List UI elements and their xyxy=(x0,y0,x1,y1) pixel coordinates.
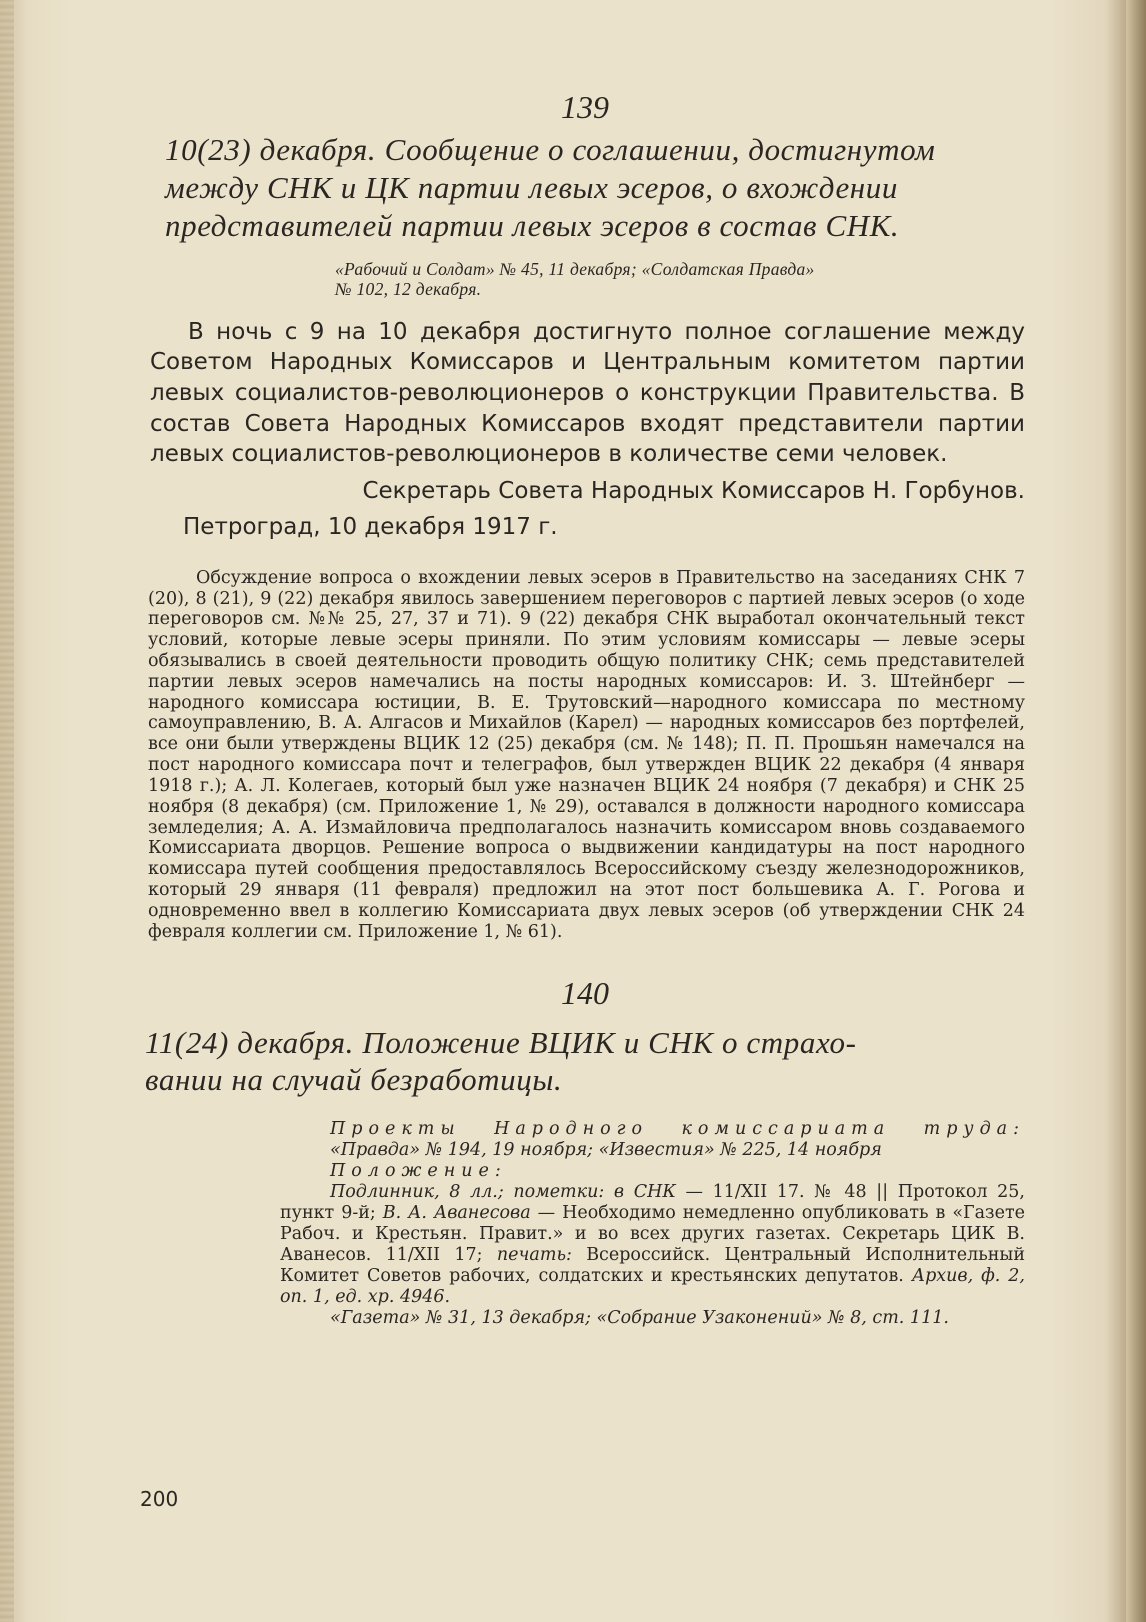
print-text: Всероссийск. Центральный Исполнительный Комитет Советов рабочих, солдатских и крестьянских депутатов. xyxy=(280,1245,1025,1287)
title-line: вании на случай безработицы. xyxy=(145,1062,563,1098)
document-source xyxy=(145,259,1025,299)
document-signature: Секретарь Совета Народных Комиссаров Н. Горбунов. xyxy=(362,477,1025,504)
title-line: между СНК и ЦК партии левых эсеров, о вхождении xyxy=(165,170,898,205)
source-line: «Рабочий и Солдат» № 45, 11 декабря; «Солдатская Правда» xyxy=(335,258,815,279)
archive-reference: Архив, ф. 2, оп. 1, ед. хр. 4946. xyxy=(280,1266,1025,1308)
title-line: 10(23) декабря. Сообщение о соглашении, достигнутом xyxy=(165,132,936,168)
document-number: 140 xyxy=(561,975,609,1012)
page-binding-edge xyxy=(0,0,14,1622)
avanesov-text: — Необходимо немедленно опубликовать в «Газете Рабоч. и Крестьян. Правит.» и во всех других газетах. Секретарь ЦИК В. Аванесов. 11/XII 17; xyxy=(280,1203,1025,1266)
print-label: печать: xyxy=(496,1245,572,1266)
original-label: Подлинник, 8 лл.; пометки: в СНК xyxy=(330,1182,676,1203)
notes-original xyxy=(280,1182,1025,1308)
document-body xyxy=(145,317,1025,470)
avanesov-label: В. А. Аванесова xyxy=(382,1203,531,1224)
projects-label: Проекты Народного комиссариата труда: xyxy=(330,1119,1025,1140)
notes-projects xyxy=(280,1119,1025,1161)
title-line: представителей партии левых эсеров в состав СНК. xyxy=(165,207,900,243)
commentary-paragraph: Обсуждение вопроса о вхождении левых эсеров в Правительство на заседаниях СНК 7 (20), 8 (21), 9 (22) декабря явилось завершением переговоров с партией левых эсеров (о ходе переговоров см. №№ 25, 27, 37 и 71). 9 (22) декабря СНК выработал окончательный текст условий, которые левые эсеры приняли. По этим условиям комиссары — левые эсеры обязывались в своей деятельности проводить общую политику СНК; семь представителей партии левых эсеров намечались на посты народных комиссаров: И. З. Штейнберг — народного комиссара юстиции, В. Е. Трутовский—народного комиссара по местному самоуправлению, В. А. Алгасов и Михайлов (Карел) — народных комиссаров без портфелей, все они были утверждены ВЦИК 12 (25) декабря (см. № 148); П. П. Прошьян намечался на пост народного комиссара почт и телеграфов, был утвержден ВЦИК 22 декабря (4 января 1918 г.); А. Л. Колегаев, который был уже назначен ВЦИК 24 ноября (7 декабря) и СНК 25 ноября (8 декабря) (см. Приложение 1, № 29), оставался в должности народного комиссара земледелия; А. А. Измайловича предполагалось назначить комиссаром вновь создаваемого Комиссариата дворцов. Решение вопроса о выдвижении кандидатуры на пост народного комиссара путей сообщения предоставлялось Всероссийскому съезду железнодорожников, который 29 января (11 февраля) предложил на этот пост большевика А. Г. Рогова и одновременно ввел в коллегию Комиссариата двух левых эсеров (об утверждении СНК 24 февраля коллегии см. Приложение 1, № 61). xyxy=(148,567,1025,942)
page-content xyxy=(145,90,1025,1329)
document-title xyxy=(145,131,1025,244)
source-line: № 102, 12 декабря. xyxy=(335,278,482,299)
document-title xyxy=(145,1024,1025,1100)
page-outer-edge xyxy=(1126,0,1146,1622)
original-text: — 11/XII 17. № 48 || Протокол 25, пункт 9-й; xyxy=(280,1182,1025,1224)
notes-publication xyxy=(280,1308,1025,1329)
publication-source: «Газета» № 31, 13 декабря; «Собрание Узаконений» № 8, ст. 111. xyxy=(330,1308,949,1329)
body-paragraph: В ночь с 9 на 10 декабря достигнуто полное соглашение между Советом Народных Комиссаров и Центральным комитетом партии левых социалистов-революционеров о конструкции Правительства. В состав Совета Народных Комиссаров входят представители партии левых социалистов-революционеров в количестве семи человек. xyxy=(150,318,1025,468)
document-place-date: Петроград, 10 декабря 1917 г. xyxy=(183,513,558,540)
title-line: 11(24) декабря. Положение ВЦИК и СНК о страхо- xyxy=(145,1024,857,1060)
page-number: 200 xyxy=(140,1487,179,1511)
projects-source: «Правда» № 194, 19 ноября; «Известия» № 225, 14 ноября xyxy=(330,1140,882,1161)
archival-notes xyxy=(280,1119,1025,1329)
document-number: 139 xyxy=(561,89,609,125)
notes-position xyxy=(280,1161,1025,1182)
position-label: Положение: xyxy=(330,1161,507,1182)
editorial-commentary xyxy=(145,568,1025,943)
